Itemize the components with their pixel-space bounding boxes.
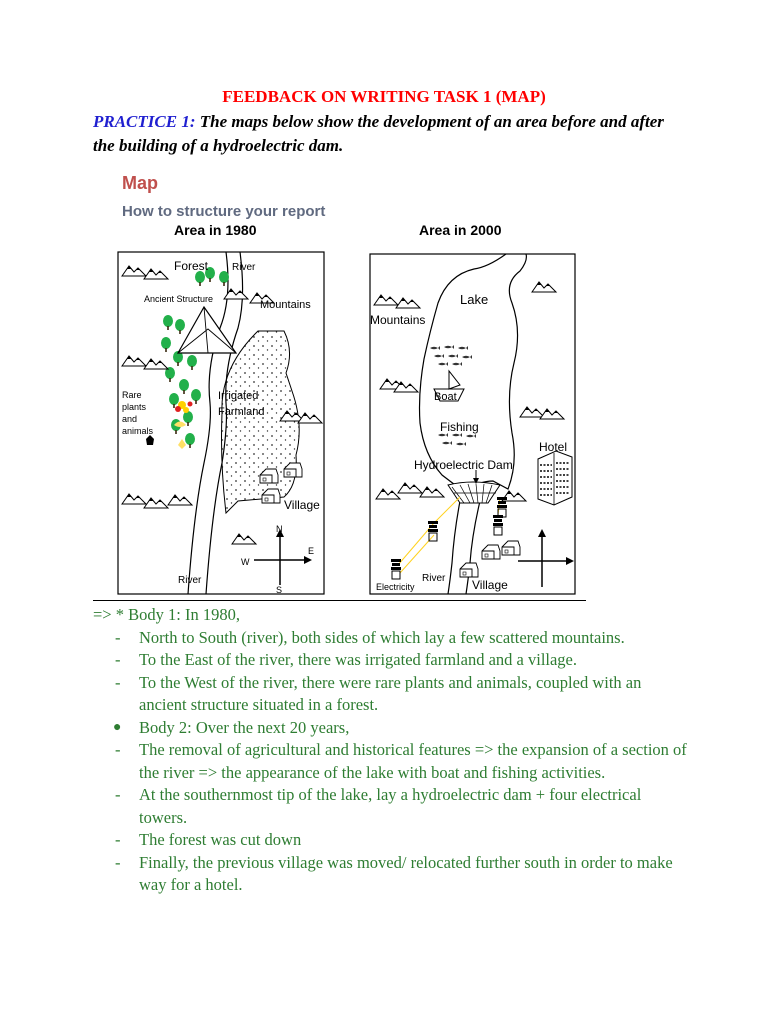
map-2000 [370, 254, 575, 594]
list-item-text: To the West of the river, there were rare plants and animals, coupled with an ancient structure situated in a forest. [139, 672, 642, 714]
map-figure [108, 163, 586, 599]
list-marker: - [115, 785, 121, 804]
label-forest: Forest [174, 259, 209, 273]
list-marker: - [115, 650, 121, 669]
figure-subheading: How to structure your report [122, 203, 326, 220]
map1-title: Area in 1980 [174, 222, 257, 238]
label-ancient-structure: Ancient Structure [144, 294, 214, 304]
label-electricity: Electricity [376, 582, 415, 592]
list-marker: - [115, 740, 121, 759]
compass-s-label: S [276, 585, 283, 595]
label-lake: Lake [460, 292, 489, 307]
practice-prompt [93, 110, 683, 158]
divider-line [93, 600, 586, 601]
compass-n-label: N [276, 524, 283, 534]
list-marker: - [115, 627, 121, 647]
label-mountains-2000: Mountains [370, 313, 426, 327]
list-item [93, 627, 693, 650]
list-item [93, 649, 693, 672]
list-item-text: Body 2: Over the next 20 years, [139, 717, 350, 737]
label-river-2000: River [422, 573, 446, 584]
label-mountains-1980: Mountains [260, 299, 311, 311]
hotel-building [538, 451, 572, 505]
map2-title: Area in 2000 [419, 222, 502, 238]
list-item-text: The forest was cut down [139, 830, 302, 849]
label-dam: Hydroelectric Dam [414, 458, 513, 472]
label-farmland: Farmland [218, 406, 265, 418]
map-1980 [118, 252, 324, 595]
list-item [93, 852, 693, 897]
label-plants: plants [122, 402, 147, 412]
list-item [93, 829, 693, 852]
list-item-text: To the East of the river, there was irrigated farmland and a village. [139, 650, 578, 669]
list-item [93, 739, 693, 784]
compass-e-label: E [308, 546, 315, 556]
list-item [93, 672, 693, 717]
label-animals: animals [122, 426, 154, 436]
list-item-text: North to South (river), both sides of which lay a few scattered mountains. [139, 627, 625, 647]
list-marker: - [115, 830, 121, 849]
list-marker: - [115, 852, 121, 872]
label-hotel: Hotel [539, 440, 568, 454]
label-river-top: River [232, 262, 256, 273]
label-fishing: Fishing [440, 420, 479, 434]
label-village-1980: Village [284, 498, 320, 512]
label-boat: Boat [434, 391, 457, 403]
body1-intro: => * Body 1: In 1980, [93, 605, 240, 624]
practice-text: The maps below show the development of an area before and after the building of a hydroelectric dam. [93, 112, 664, 155]
page-title: FEEDBACK ON WRITING TASK 1 (MAP) [222, 87, 546, 106]
practice-label: PRACTICE 1: [93, 112, 196, 131]
bullet-marker: ● [113, 719, 122, 735]
label-rare: Rare [122, 390, 142, 400]
list-item-text: At the southernmost tip of the lake, lay a hydroelectric dam + four electrical towers. [139, 785, 642, 827]
list-marker: - [115, 672, 121, 692]
label-irrigated: Irrigated [218, 390, 259, 402]
feedback-body [93, 604, 693, 897]
list-item-text: Finally, the previous village was moved/ relocated further south in order to make way for a hotel. [139, 852, 673, 894]
label-river-bottom: River [178, 575, 202, 586]
figure-heading: Map [122, 173, 158, 193]
list-item-text: The removal of agricultural and historical features => the expansion of a section of the river => the appearance of the lake with boat and fishing activities. [139, 740, 687, 782]
label-village-2000: Village [472, 578, 508, 592]
compass-w-label: W [241, 557, 250, 567]
list-item [93, 784, 693, 829]
label-and: and [122, 414, 138, 424]
list-item [93, 717, 693, 740]
